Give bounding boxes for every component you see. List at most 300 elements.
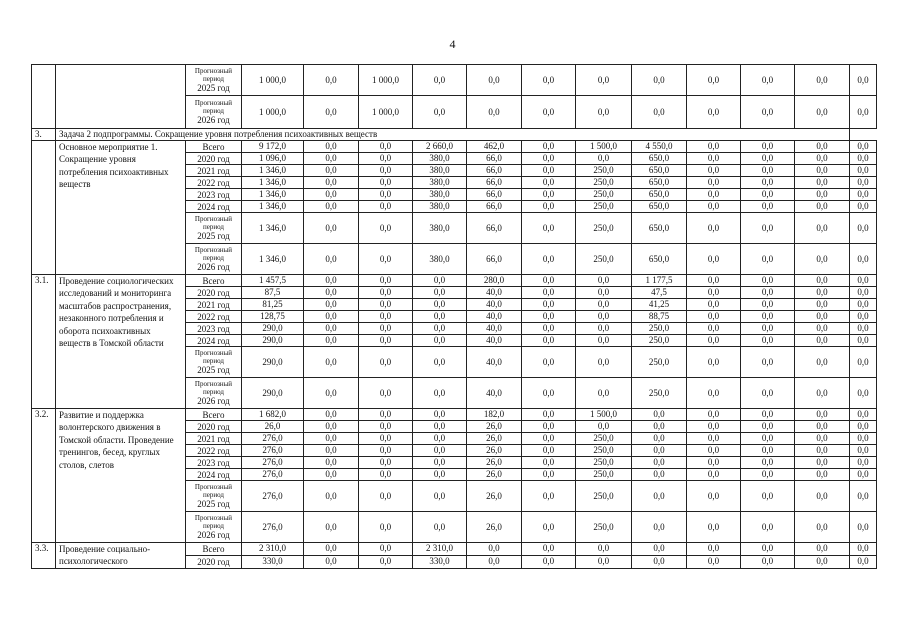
forecast-year: 2025 год xyxy=(197,83,230,93)
value-cell: 0,0 xyxy=(576,65,632,96)
value-cell: 26,0 xyxy=(242,421,304,433)
value-cell: 0,0 xyxy=(850,457,877,469)
value-cell: 0,0 xyxy=(576,299,632,311)
value-cell: 0,0 xyxy=(522,512,576,543)
value-cell: 0,0 xyxy=(522,299,576,311)
table-row xyxy=(32,65,877,96)
value-cell: 0,0 xyxy=(304,65,359,96)
value-cell: 250,0 xyxy=(576,445,632,457)
value-cell: 0,0 xyxy=(359,347,413,378)
value-cell: 40,0 xyxy=(467,347,522,378)
value-cell: 276,0 xyxy=(242,433,304,445)
value-cell: 0,0 xyxy=(741,512,795,543)
value-cell: 0,0 xyxy=(304,347,359,378)
index-cell xyxy=(32,65,56,129)
value-cell: 0,0 xyxy=(359,512,413,543)
value-cell: 650,0 xyxy=(632,244,687,275)
value-cell: 0,0 xyxy=(522,287,576,299)
value-cell: 0,0 xyxy=(795,512,850,543)
value-cell: 0,0 xyxy=(687,543,741,556)
period-cell: 2024 год xyxy=(186,469,242,481)
value-cell: 0,0 xyxy=(687,469,741,481)
value-cell: 0,0 xyxy=(741,378,795,409)
value-cell: 0,0 xyxy=(741,201,795,213)
value-cell: 0,0 xyxy=(413,323,467,335)
value-cell: 0,0 xyxy=(850,347,877,378)
forecast-period-cell xyxy=(186,244,242,275)
value-cell: 0,0 xyxy=(576,323,632,335)
value-cell: 0,0 xyxy=(795,469,850,481)
value-cell: 0,0 xyxy=(795,287,850,299)
period-cell: 2021 год xyxy=(186,433,242,445)
value-cell: 0,0 xyxy=(522,433,576,445)
value-cell: 0,0 xyxy=(741,287,795,299)
value-cell: 0,0 xyxy=(741,555,795,568)
value-cell: 0,0 xyxy=(850,335,877,347)
value-cell: 0,0 xyxy=(522,153,576,165)
value-cell: 0,0 xyxy=(522,323,576,335)
value-cell: 650,0 xyxy=(632,201,687,213)
value-cell: 0,0 xyxy=(304,445,359,457)
value-cell: 0,0 xyxy=(304,213,359,244)
value-cell: 0,0 xyxy=(795,445,850,457)
value-cell: 26,0 xyxy=(467,481,522,512)
value-cell: 0,0 xyxy=(795,457,850,469)
value-cell: 0,0 xyxy=(795,275,850,287)
value-cell: 0,0 xyxy=(687,311,741,323)
value-cell: 0,0 xyxy=(850,141,877,153)
value-cell: 26,0 xyxy=(467,469,522,481)
value-cell: 330,0 xyxy=(413,555,467,568)
value-cell: 0,0 xyxy=(632,512,687,543)
value-cell: 0,0 xyxy=(304,512,359,543)
value-cell: 462,0 xyxy=(467,141,522,153)
value-cell: 0,0 xyxy=(576,378,632,409)
value-cell: 0,0 xyxy=(687,244,741,275)
value-cell: 0,0 xyxy=(850,165,877,177)
value-cell: 0,0 xyxy=(850,543,877,556)
value-cell: 0,0 xyxy=(741,445,795,457)
value-cell: 0,0 xyxy=(359,421,413,433)
forecast-label: Прогнозный период xyxy=(194,349,233,365)
value-cell: 0,0 xyxy=(359,409,413,421)
value-cell: 0,0 xyxy=(687,153,741,165)
table-row xyxy=(32,275,877,287)
value-cell: 0,0 xyxy=(850,445,877,457)
value-cell: 0,0 xyxy=(632,555,687,568)
value-cell: 0,0 xyxy=(304,201,359,213)
value-cell: 26,0 xyxy=(467,433,522,445)
value-cell: 0,0 xyxy=(522,421,576,433)
value-cell: 0,0 xyxy=(413,275,467,287)
value-cell: 0,0 xyxy=(741,189,795,201)
value-cell: 0,0 xyxy=(687,378,741,409)
value-cell: 0,0 xyxy=(850,65,877,96)
section-index: 3.3. xyxy=(32,543,56,569)
value-cell: 0,0 xyxy=(359,177,413,189)
value-cell: 40,0 xyxy=(467,378,522,409)
value-cell: 0,0 xyxy=(304,311,359,323)
value-cell: 0,0 xyxy=(359,457,413,469)
value-cell: 250,0 xyxy=(576,244,632,275)
value-cell: 0,0 xyxy=(741,275,795,287)
value-cell: 650,0 xyxy=(632,153,687,165)
value-cell: 40,0 xyxy=(467,335,522,347)
value-cell: 0,0 xyxy=(632,433,687,445)
value-cell: 0,0 xyxy=(522,347,576,378)
value-cell: 0,0 xyxy=(413,347,467,378)
value-cell: 380,0 xyxy=(413,165,467,177)
value-cell: 0,0 xyxy=(795,189,850,201)
value-cell: 0,0 xyxy=(687,141,741,153)
forecast-period-cell xyxy=(186,481,242,512)
value-cell: 0,0 xyxy=(522,543,576,556)
forecast-year: 2026 год xyxy=(197,115,230,125)
value-cell: 0,0 xyxy=(687,481,741,512)
value-cell: 0,0 xyxy=(413,409,467,421)
value-cell: 0,0 xyxy=(741,65,795,96)
value-cell: 0,0 xyxy=(741,311,795,323)
value-cell: 0,0 xyxy=(850,201,877,213)
value-cell: 0,0 xyxy=(741,299,795,311)
forecast-label: Прогнозный период xyxy=(194,380,233,396)
value-cell: 0,0 xyxy=(850,323,877,335)
value-cell: 0,0 xyxy=(576,153,632,165)
value-cell: 0,0 xyxy=(687,177,741,189)
value-cell: 0,0 xyxy=(850,433,877,445)
value-cell: 1 346,0 xyxy=(242,244,304,275)
period-cell: 2023 год xyxy=(186,323,242,335)
value-cell: 650,0 xyxy=(632,189,687,201)
value-cell: 380,0 xyxy=(413,189,467,201)
value-cell: 0,0 xyxy=(522,445,576,457)
value-cell: 182,0 xyxy=(467,409,522,421)
forecast-period-cell xyxy=(186,378,242,409)
period-cell: 2022 год xyxy=(186,445,242,457)
value-cell: 0,0 xyxy=(304,433,359,445)
value-cell: 0,0 xyxy=(741,141,795,153)
value-cell: 0,0 xyxy=(304,555,359,568)
value-cell: 26,0 xyxy=(467,457,522,469)
value-cell: 0,0 xyxy=(359,275,413,287)
value-cell: 0,0 xyxy=(359,445,413,457)
value-cell: 0,0 xyxy=(522,457,576,469)
value-cell: 0,0 xyxy=(795,378,850,409)
value-cell: 0,0 xyxy=(632,421,687,433)
value-cell: 26,0 xyxy=(467,512,522,543)
value-cell: 0,0 xyxy=(522,165,576,177)
value-cell: 0,0 xyxy=(413,378,467,409)
value-cell: 0,0 xyxy=(359,165,413,177)
value-cell: 0,0 xyxy=(304,481,359,512)
value-cell: 0,0 xyxy=(413,512,467,543)
value-cell: 0,0 xyxy=(687,189,741,201)
value-cell: 2 310,0 xyxy=(413,543,467,556)
forecast-label: Прогнозный период xyxy=(194,483,233,499)
value-cell: 0,0 xyxy=(687,299,741,311)
value-cell: 276,0 xyxy=(242,457,304,469)
value-cell: 0,0 xyxy=(413,457,467,469)
value-cell: 0,0 xyxy=(741,469,795,481)
value-cell: 0,0 xyxy=(522,378,576,409)
value-cell: 250,0 xyxy=(576,201,632,213)
value-cell: 0,0 xyxy=(467,96,522,129)
value-cell: 0,0 xyxy=(850,153,877,165)
value-cell: 1 000,0 xyxy=(242,96,304,129)
value-cell: 0,0 xyxy=(522,244,576,275)
value-cell: 0,0 xyxy=(687,335,741,347)
value-cell: 0,0 xyxy=(741,347,795,378)
forecast-label: Прогнозный период xyxy=(194,514,233,530)
value-cell: 0,0 xyxy=(632,543,687,556)
period-cell: 2021 год xyxy=(186,165,242,177)
value-cell: 0,0 xyxy=(359,244,413,275)
page-number: 4 xyxy=(449,37,456,51)
value-cell: 290,0 xyxy=(242,323,304,335)
value-cell: 0,0 xyxy=(522,213,576,244)
value-cell: 380,0 xyxy=(413,201,467,213)
value-cell: 0,0 xyxy=(359,213,413,244)
value-cell: 0,0 xyxy=(687,287,741,299)
value-cell: 380,0 xyxy=(413,153,467,165)
value-cell: 0,0 xyxy=(850,421,877,433)
value-cell: 81,25 xyxy=(242,299,304,311)
value-cell: 0,0 xyxy=(359,481,413,512)
value-cell: 66,0 xyxy=(467,165,522,177)
value-cell: 1 346,0 xyxy=(242,165,304,177)
value-cell: 0,0 xyxy=(795,323,850,335)
period-cell: 2022 год xyxy=(186,311,242,323)
period-cell: Всего xyxy=(186,141,242,153)
value-cell: 0,0 xyxy=(795,421,850,433)
value-cell: 0,0 xyxy=(741,457,795,469)
value-cell: 0,0 xyxy=(522,469,576,481)
value-cell: 0,0 xyxy=(359,335,413,347)
value-cell: 0,0 xyxy=(522,96,576,129)
period-cell: 2020 год xyxy=(186,421,242,433)
value-cell: 0,0 xyxy=(576,96,632,129)
value-cell: 0,0 xyxy=(795,141,850,153)
value-cell: 276,0 xyxy=(242,469,304,481)
value-cell: 0,0 xyxy=(795,177,850,189)
value-cell: 0,0 xyxy=(741,153,795,165)
value-cell: 0,0 xyxy=(522,141,576,153)
value-cell: 87,5 xyxy=(242,287,304,299)
table-row xyxy=(32,409,877,421)
value-cell: 0,0 xyxy=(359,469,413,481)
task-title: Задача 2 подпрограммы. Сокращение уровня потребления психоактивных веществ xyxy=(56,129,850,141)
period-cell: 2023 год xyxy=(186,189,242,201)
value-cell: 0,0 xyxy=(741,543,795,556)
value-cell: 0,0 xyxy=(522,481,576,512)
value-cell: 0,0 xyxy=(467,543,522,556)
name-cell xyxy=(56,65,186,129)
value-cell: 0,0 xyxy=(359,141,413,153)
value-cell: 0,0 xyxy=(687,165,741,177)
value-cell: 47,5 xyxy=(632,287,687,299)
value-cell: 650,0 xyxy=(632,213,687,244)
value-cell: 0,0 xyxy=(413,65,467,96)
table-row xyxy=(32,141,877,153)
value-cell: 1 346,0 xyxy=(242,213,304,244)
value-cell: 0,0 xyxy=(413,299,467,311)
section-name: Основное мероприятие 1. Сокращение уровня потребления психоактивных веществ xyxy=(56,141,186,275)
period-cell: 2024 год xyxy=(186,335,242,347)
period-cell: 2024 год xyxy=(186,201,242,213)
value-cell: 0,0 xyxy=(576,275,632,287)
value-cell: 0,0 xyxy=(850,189,877,201)
value-cell: 0,0 xyxy=(795,65,850,96)
value-cell: 0,0 xyxy=(850,287,877,299)
value-cell: 0,0 xyxy=(304,141,359,153)
value-cell: 0,0 xyxy=(304,299,359,311)
forecast-label: Прогнозный период xyxy=(194,67,233,83)
value-cell: 0,0 xyxy=(576,543,632,556)
value-cell: 0,0 xyxy=(304,189,359,201)
value-cell: 0,0 xyxy=(687,323,741,335)
value-cell: 0,0 xyxy=(687,201,741,213)
value-cell: 0,0 xyxy=(741,244,795,275)
value-cell: 0,0 xyxy=(795,299,850,311)
period-cell: 2021 год xyxy=(186,299,242,311)
value-cell: 250,0 xyxy=(576,433,632,445)
value-cell: 0,0 xyxy=(576,347,632,378)
value-cell: 650,0 xyxy=(632,177,687,189)
value-cell: 0,0 xyxy=(850,378,877,409)
value-cell: 0,0 xyxy=(850,244,877,275)
value-cell: 0,0 xyxy=(741,177,795,189)
value-cell: 0,0 xyxy=(522,311,576,323)
value-cell: 0,0 xyxy=(741,323,795,335)
value-cell: 0,0 xyxy=(795,409,850,421)
value-cell: 0,0 xyxy=(359,555,413,568)
value-cell: 0,0 xyxy=(632,481,687,512)
value-cell: 250,0 xyxy=(632,347,687,378)
value-cell: 0,0 xyxy=(632,96,687,129)
value-cell: 0,0 xyxy=(795,311,850,323)
value-cell: 66,0 xyxy=(467,189,522,201)
value-cell: 650,0 xyxy=(632,165,687,177)
value-cell: 0,0 xyxy=(632,469,687,481)
value-cell: 0,0 xyxy=(522,335,576,347)
value-cell: 290,0 xyxy=(242,378,304,409)
value-cell: 0,0 xyxy=(304,244,359,275)
value-cell: 276,0 xyxy=(242,481,304,512)
value-cell: 1 177,5 xyxy=(632,275,687,287)
value-cell: 0,0 xyxy=(632,457,687,469)
forecast-year: 2026 год xyxy=(197,262,230,272)
value-cell: 0,0 xyxy=(850,469,877,481)
value-cell: 0,0 xyxy=(304,165,359,177)
value-cell: 0,0 xyxy=(795,481,850,512)
forecast-year: 2025 год xyxy=(197,231,230,241)
value-cell: 0,0 xyxy=(687,433,741,445)
value-cell: 290,0 xyxy=(242,347,304,378)
value-cell: 0,0 xyxy=(304,335,359,347)
value-cell: 0,0 xyxy=(687,65,741,96)
value-cell: 250,0 xyxy=(632,335,687,347)
value-cell: 1 457,5 xyxy=(242,275,304,287)
forecast-year: 2025 год xyxy=(197,499,230,509)
value-cell: 0,0 xyxy=(795,433,850,445)
value-cell: 0,0 xyxy=(304,469,359,481)
period-cell: 2020 год xyxy=(186,555,242,568)
value-cell: 0,0 xyxy=(850,213,877,244)
value-cell: 0,0 xyxy=(741,165,795,177)
value-cell: 250,0 xyxy=(576,189,632,201)
value-cell: 66,0 xyxy=(467,213,522,244)
value-cell: 40,0 xyxy=(467,299,522,311)
value-cell: 0,0 xyxy=(687,275,741,287)
value-cell: 0,0 xyxy=(522,201,576,213)
value-cell: 0,0 xyxy=(850,311,877,323)
value-cell: 26,0 xyxy=(467,445,522,457)
value-cell: 66,0 xyxy=(467,201,522,213)
section-name: Проведение социологических исследований и мониторинга масштабов распространения, незаконного потребления и оборота психоактивных веществ в Томской области xyxy=(56,275,186,409)
value-cell: 0,0 xyxy=(741,421,795,433)
section-index xyxy=(32,141,56,275)
value-cell: 0,0 xyxy=(687,96,741,129)
value-cell: 0,0 xyxy=(413,433,467,445)
value-cell: 0,0 xyxy=(359,299,413,311)
value-cell: 250,0 xyxy=(576,512,632,543)
value-cell: 0,0 xyxy=(522,275,576,287)
value-cell: 250,0 xyxy=(576,213,632,244)
value-cell: 0,0 xyxy=(467,65,522,96)
value-cell: 0,0 xyxy=(576,335,632,347)
value-cell: 0,0 xyxy=(741,96,795,129)
value-cell: 1 346,0 xyxy=(242,177,304,189)
value-cell: 1 346,0 xyxy=(242,189,304,201)
value-cell: 0,0 xyxy=(304,275,359,287)
value-cell: 0,0 xyxy=(795,153,850,165)
value-cell: 4 550,0 xyxy=(632,141,687,153)
section-index: 3.1. xyxy=(32,275,56,409)
value-cell: 290,0 xyxy=(242,335,304,347)
value-cell: 41,25 xyxy=(632,299,687,311)
value-cell: 0,0 xyxy=(687,409,741,421)
value-cell: 26,0 xyxy=(467,421,522,433)
value-cell: 250,0 xyxy=(632,378,687,409)
value-cell: 250,0 xyxy=(576,469,632,481)
section-name: Развитие и поддержка волонтерского движения в Томской области. Проведение тренингов, бесед, круглых столов, слетов xyxy=(56,409,186,543)
value-cell: 1 096,0 xyxy=(242,153,304,165)
value-cell: 0,0 xyxy=(576,421,632,433)
task-row xyxy=(32,129,877,141)
value-cell: 1 000,0 xyxy=(242,65,304,96)
value-cell: 380,0 xyxy=(413,213,467,244)
value-cell: 0,0 xyxy=(304,177,359,189)
value-cell: 0,0 xyxy=(359,543,413,556)
value-cell: 0,0 xyxy=(304,543,359,556)
forecast-period-cell xyxy=(186,512,242,543)
value-cell: 0,0 xyxy=(413,469,467,481)
value-cell: 0,0 xyxy=(304,409,359,421)
period-cell: 2022 год xyxy=(186,177,242,189)
period-cell: 2020 год xyxy=(186,287,242,299)
value-cell: 0,0 xyxy=(359,287,413,299)
value-cell: 0,0 xyxy=(850,555,877,568)
value-cell: 0,0 xyxy=(304,457,359,469)
value-cell: 0,0 xyxy=(522,555,576,568)
value-cell: 0,0 xyxy=(795,201,850,213)
value-cell: 0,0 xyxy=(795,347,850,378)
value-cell: 0,0 xyxy=(522,409,576,421)
forecast-period-cell xyxy=(186,96,242,129)
value-cell: 0,0 xyxy=(359,201,413,213)
period-cell: Всего xyxy=(186,543,242,556)
period-cell: 2020 год xyxy=(186,153,242,165)
